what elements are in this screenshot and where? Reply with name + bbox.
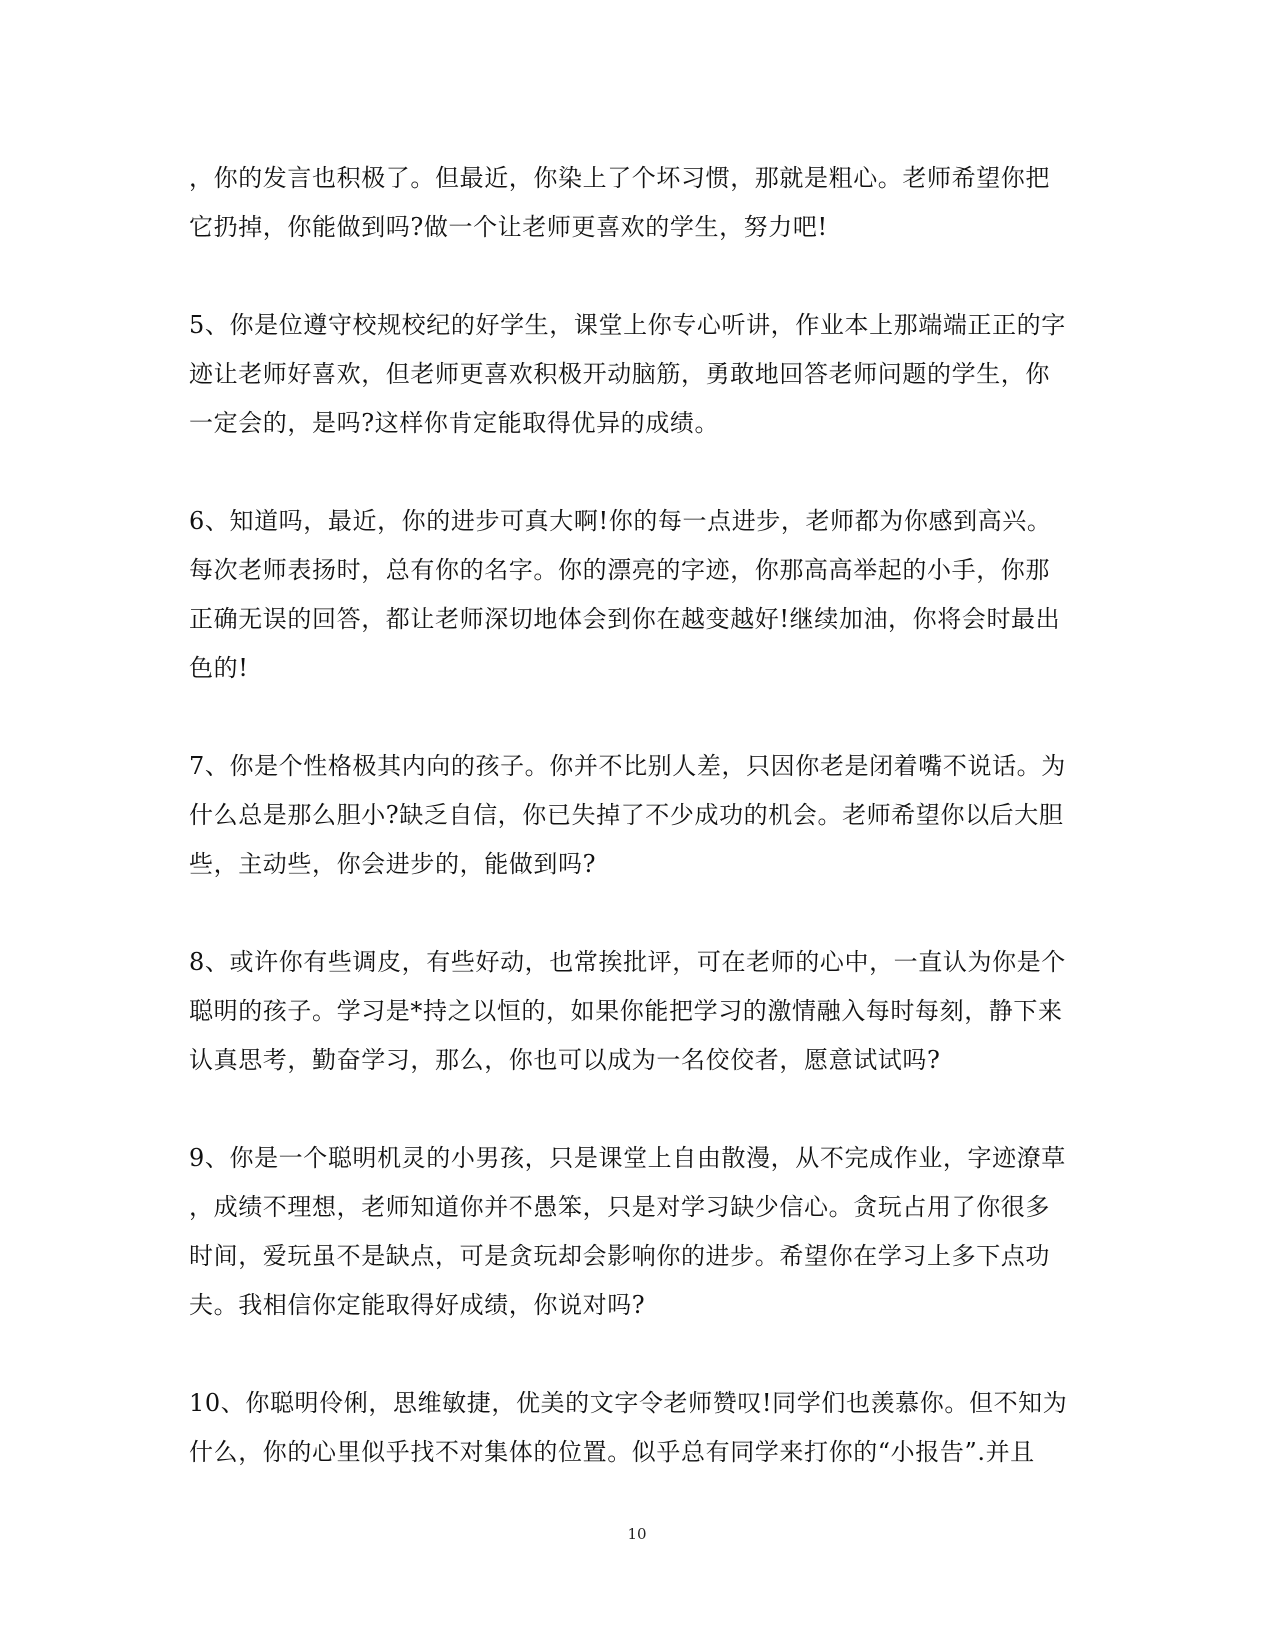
page-body — [189, 154, 1089, 1477]
text-line: 迹让老师好喜欢，但老师更喜欢积极开动脑筋，勇敢地回答老师问题的学生，你 — [189, 360, 1050, 388]
paragraph-3 — [189, 497, 1089, 693]
text-line: 10、你聪明伶俐，思维敏捷，优美的文字令老师赞叹!同学们也羡慕你。但不知为 — [189, 1389, 1068, 1417]
text-line: 9、你是一个聪明机灵的小男孩，只是课堂上自由散漫，从不完成作业，字迹潦草 — [189, 1144, 1066, 1172]
text-line: ，成绩不理想，老师知道你并不愚笨，只是对学习缺少信心。贪玩占用了你很多 — [189, 1193, 1050, 1221]
paragraph-spacer — [189, 448, 1089, 497]
paragraph-spacer — [189, 693, 1089, 742]
text-line: 每次老师表扬时，总有你的名字。你的漂亮的字迹，你那高高举起的小手，你那 — [189, 556, 1050, 584]
paragraph-spacer — [189, 252, 1089, 301]
text-line: 7、你是个性格极其内向的孩子。你并不比别人差，只因你老是闭着嘴不说话。为 — [189, 752, 1066, 780]
text-line: 6、知道吗，最近，你的进步可真大啊!你的每一点进步，老师都为你感到高兴。 — [189, 507, 1052, 535]
text-line: 时间，爱玩虽不是缺点，可是贪玩却会影响你的进步。希望你在学习上多下点功 — [189, 1242, 1050, 1270]
paragraph-7 — [189, 1379, 1089, 1477]
page-number: 10 — [627, 1525, 647, 1543]
paragraph-6 — [189, 1134, 1089, 1330]
paragraph-spacer — [189, 889, 1089, 938]
text-line: 5、你是位遵守校规校纪的好学生，课堂上你专心听讲，作业本上那端端正正的字 — [189, 311, 1066, 339]
paragraph-spacer — [189, 1085, 1089, 1134]
text-line: 些，主动些，你会进步的，能做到吗? — [189, 850, 597, 878]
text-line: 什么，你的心里似乎找不对集体的位置。似乎总有同学来打你的“小报告”.并且 — [189, 1438, 1035, 1466]
text-line: 一定会的，是吗?这样你肯定能取得优异的成绩。 — [189, 409, 720, 437]
text-line: 8、或许你有些调皮，有些好动，也常挨批评，可在老师的心中，一直认为你是个 — [189, 948, 1066, 976]
paragraph-4 — [189, 742, 1089, 889]
text-line: 什么总是那么胆小?缺乏自信，你已失掉了不少成功的机会。老师希望你以后大胆 — [189, 801, 1064, 829]
text-line: 认真思考，勤奋学习，那么，你也可以成为一名佼佼者，愿意试试吗? — [189, 1046, 941, 1074]
text-line: 它扔掉，你能做到吗?做一个让老师更喜欢的学生，努力吧! — [189, 213, 828, 241]
text-line: ，你的发言也积极了。但最近，你染上了个坏习惯，那就是粗心。老师希望你把 — [189, 164, 1050, 192]
text-line: 色的! — [189, 654, 249, 682]
paragraph-2 — [189, 301, 1089, 448]
paragraph-spacer — [189, 1330, 1089, 1379]
text-line: 夫。我相信你定能取得好成绩，你说对吗? — [189, 1291, 646, 1319]
paragraph-1 — [189, 154, 1089, 252]
text-line: 聪明的孩子。学习是*持之以恒的，如果你能把学习的激情融入每时每刻，静下来 — [189, 997, 1063, 1025]
paragraph-5 — [189, 938, 1089, 1085]
text-line: 正确无误的回答，都让老师深切地体会到你在越变越好!继续加油，你将会时最出 — [189, 605, 1061, 633]
